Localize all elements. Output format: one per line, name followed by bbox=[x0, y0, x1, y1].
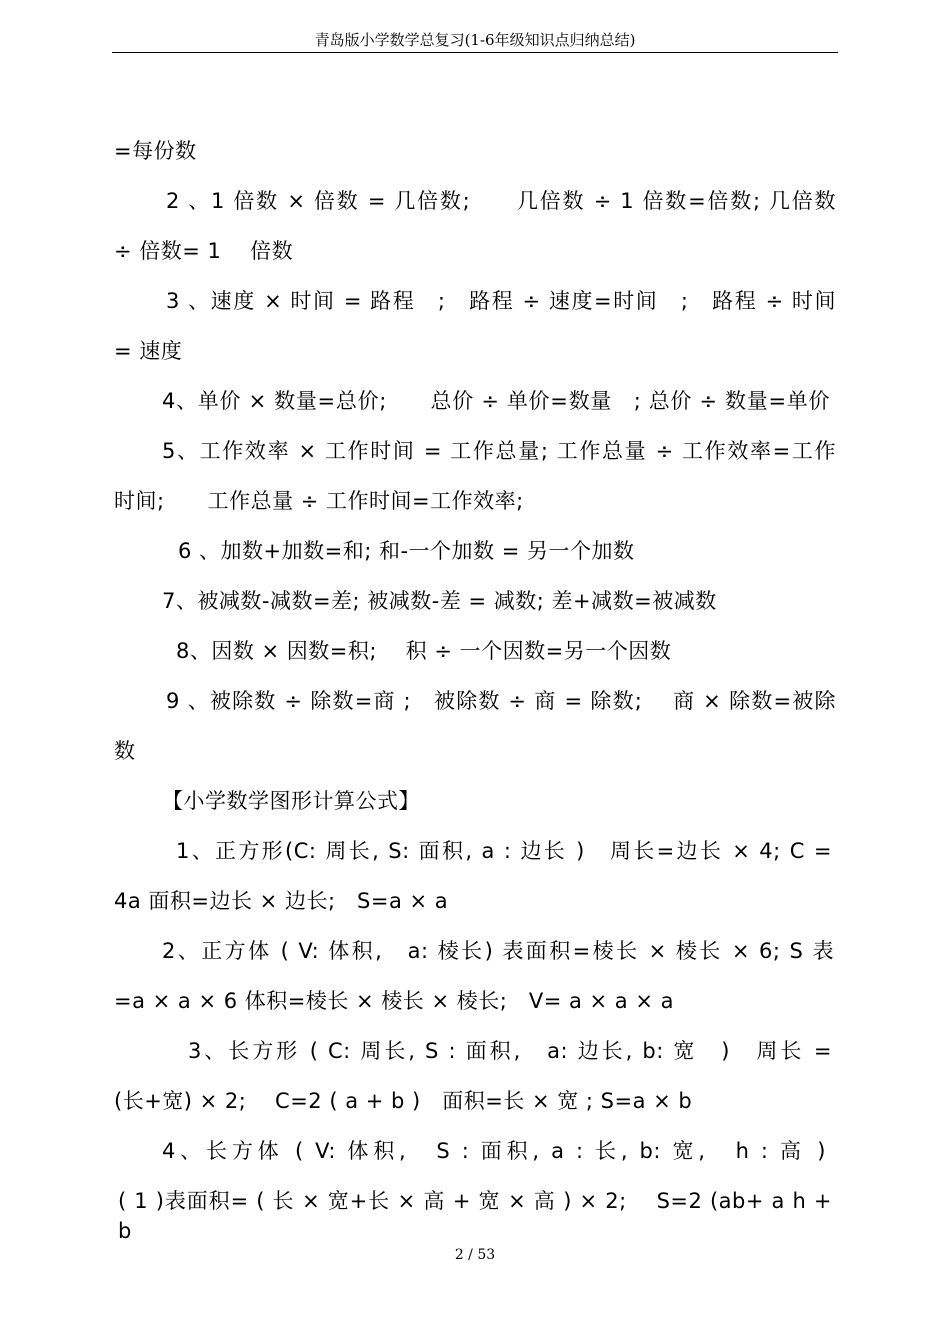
text-line: ÷ 倍数= 1 倍数 bbox=[114, 239, 294, 263]
text-line: 4、单价 × 数量=总价; 总价 ÷ 单价=数量 ; 总价 ÷ 数量=单价 bbox=[162, 389, 830, 413]
text-line: 数 bbox=[114, 739, 136, 763]
text-line: 2、正方体 ( V: 体积, a: 棱长) 表面积=棱长 × 棱长 × 6; S 表 bbox=[162, 939, 834, 963]
text-line: 4、长方体 ( V: 体积, S : 面积, a : 长, b: 宽, h : 高 ) bbox=[162, 1139, 826, 1163]
text-line: 5、工作效率 × 工作时间 = 工作总量; 工作总量 ÷ 工作效率=工作 bbox=[162, 439, 836, 463]
text-line: 3、长方形 ( C: 周长, S : 面积, a: 边长, b: 宽 ) 周长 = bbox=[188, 1039, 832, 1063]
text-line: 3 、速度 × 时间 = 路程 ; 路程 ÷ 速度=时间 ; 路程 ÷ 时间 bbox=[166, 289, 836, 313]
text-line: 9 、被除数 ÷ 除数=商 ; 被除数 ÷ 商 = 除数; 商 × 除数=被除 bbox=[166, 689, 836, 713]
text-line: 7、被减数-减数=差; 被减数-差 = 减数; 差+减数=被减数 bbox=[162, 589, 717, 613]
text-line: =每份数 bbox=[114, 139, 197, 163]
text-line: =a × a × 6 体积=棱长 × 棱长 × 棱长; V= a × a × a bbox=[114, 989, 674, 1013]
text-line: ( 1 )表面积= ( 长 × 宽+长 × 高 + 宽 × 高 ) × 2; S=2 (ab+ a h + b bbox=[118, 1189, 832, 1243]
section-heading: 【小学数学图形计算公式】 bbox=[162, 789, 420, 813]
text-line: 1、正方形(C: 周长, S: 面积, a : 边长 ) 周长=边长 × 4; C = bbox=[176, 839, 832, 863]
text-line: 6 、加数+加数=和; 和-一个加数 = 另一个加数 bbox=[178, 539, 635, 563]
text-line: 4a 面积=边长 × 边长; S=a × a bbox=[114, 889, 449, 913]
text-line: (长+宽) × 2; C=2 ( a + b ) 面积=长 × 宽 ; S=a × b bbox=[114, 1089, 693, 1113]
page-number: 2 / 53 bbox=[454, 1247, 496, 1263]
header-divider bbox=[112, 52, 838, 53]
text-line: 2 、1 倍数 × 倍数 = 几倍数; 几倍数 ÷ 1 倍数=倍数; 几倍数 bbox=[166, 189, 836, 213]
text-line: 8、因数 × 因数=积; 积 ÷ 一个因数=另一个因数 bbox=[176, 639, 672, 663]
text-line: 时间; 工作总量 ÷ 工作时间=工作效率; bbox=[114, 489, 524, 513]
running-header: 青岛版小学数学总复习(1-6年级知识点归纳总结) bbox=[314, 31, 636, 49]
text-line: = 速度 bbox=[114, 339, 183, 363]
